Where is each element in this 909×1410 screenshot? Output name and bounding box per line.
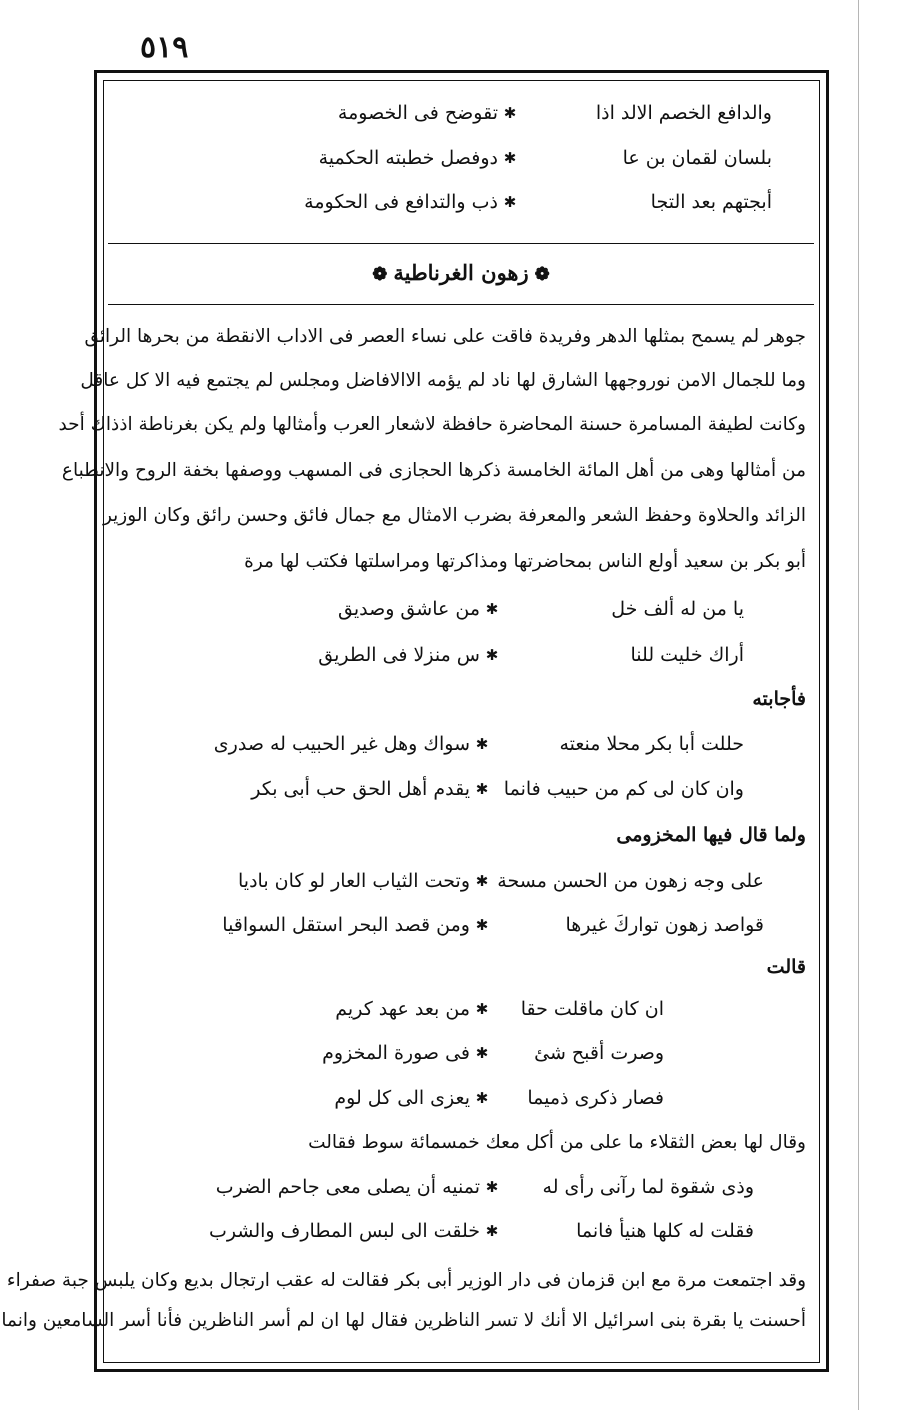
hemistich-left: من عاشق وصديق [337,598,480,620]
hemistich-right: قواصد زهون تواركَ غيرها [565,914,764,936]
verse [213,733,744,755]
verse-separator: ✱ [503,104,517,122]
scan-margin-line [858,0,859,1410]
verse [300,998,664,1020]
verse [300,1042,664,1064]
verse-separator: ✱ [475,1089,489,1107]
verse [230,644,744,666]
hemistich-left: يقدم أهل الحق حب أبى بكر [251,778,470,800]
verse [230,598,744,620]
hemistich-right: أراك خليت للنا [630,644,744,666]
page-number: ٥١٩ [140,30,189,65]
hemistich-right: والدافع الخصم الالد اذا [595,102,772,124]
ornament-icon: ❁ [372,264,388,285]
verse [210,1220,754,1242]
divider [108,243,814,244]
verse-separator: ✱ [475,872,489,890]
verse-separator: ✱ [475,735,489,753]
section-label: قالت [766,956,806,978]
hemistich-left: تقوضح فى الخصومة [337,102,498,124]
prose-line: وقد اجتمعت مرة مع ابن قزمان فى دار الوزير أبى بكر فقالت له عقب ارتجال بديع وكان يلبس جبة صفراء [6,1270,806,1291]
verse-separator: ✱ [503,193,517,211]
hemistich-right: أبجتهم بعد التجا [650,191,772,213]
intro-verse [268,191,772,213]
verse-separator: ✱ [485,1222,499,1240]
hemistich-left: تمنيه أن يصلى معى جاحم الضرب [215,1176,480,1198]
hemistich-right: وصرت أقبح شئ [534,1042,664,1064]
prose-line: الزائد والحلاوة وحفظ الشعر والمعرفة بضرب الامثال مع جمال فائق وحسن رائق وكان الوزير [102,505,806,526]
verse-separator: ✱ [485,1178,499,1196]
verse-separator: ✱ [475,1044,489,1062]
hemistich-right: بلسان لقمان بن عا [622,147,772,169]
verse-separator: ✱ [485,600,499,618]
hemistich-left: ذب والتدافع فى الحكومة [304,191,498,213]
verse [300,1087,664,1109]
verse-separator: ✱ [485,646,499,664]
ornament-icon: ❁ [534,264,550,285]
hemistich-right: حللت أبا بكر محلا منعته [559,733,744,755]
divider [108,304,814,305]
verse-separator: ✱ [475,916,489,934]
hemistich-left: س منزلا فى الطريق [318,644,480,666]
hemistich-left: وتحت الثياب العار لو كان باديا [238,870,470,892]
prose-line: جوهر لم يسمح بمثلها الدهر وفريدة فاقت على نساء العصر فى الاداب الانقطة من بحرها الرائق [84,326,806,347]
section-title [108,260,814,285]
hemistich-left: يعزى الى كل لوم [334,1087,470,1109]
hemistich-left: ومن قصد البحر استقل السواقيا [222,914,470,936]
hemistich-right: فصار ذكرى ذميما [527,1087,664,1109]
section-label: ولما قال فيها المخزومى [616,824,806,846]
verse [180,914,764,936]
verse [210,1176,754,1198]
intro-verse [268,147,772,169]
hemistich-right: ان كان ماقلت حقا [520,998,664,1020]
verse [220,778,744,800]
verse-separator: ✱ [475,1000,489,1018]
prose-line: وكانت لطيفة المسامرة حسنة المحاضرة حافظة لاشعار العرب وأمثالها ولم يكن بغرناطة اذذاك أحد [58,414,806,435]
hemistich-left: دوفصل خطبته الحكمية [318,147,498,169]
prose-line: من أمثالها وهى من أهل المائة الخامسة ذكرها الحجازى فى المسهب ووصفها بخفة الروح والانطباع [61,460,806,481]
intro-verse [268,102,772,124]
prose-line: أبو بكر بن سعيد أولع الناس بمحاضرتها ومذاكرتها ومراسلتها فكتب لها مرة [244,551,806,572]
hemistich-left: سواك وهل غير الحبيب له صدرى [213,733,470,755]
prose-line: أحسنت يا بقرة بنى اسرائيل الا أنك لا تسر الناظرين فقال لها ان لم أسر الناظرين فأنا أسر السامعين وانما [1,1310,806,1331]
hemistich-left: خلقت الى لبس المطارف والشرب [209,1220,480,1242]
hemistich-left: فى صورة المخزوم [322,1042,470,1064]
hemistich-right: يا من له ألف خل [611,598,744,620]
hemistich-right: على وجه زهون من الحسن مسحة [497,870,764,892]
prose-line: وقال لها بعض الثقلاء ما على من أكل معك خمسمائة سوط فقالت [308,1132,806,1153]
verse [180,870,764,892]
hemistich-right: وذى شقوة لما رآنى رأى له [542,1176,754,1198]
page-body [1,88,814,1360]
section-label: فأجابته [752,688,806,710]
verse-separator: ✱ [503,149,517,167]
section-title-text: زهون الغرناطية [393,260,529,285]
hemistich-right: وان كان لى كم من حبيب فانما [503,778,744,800]
verse-separator: ✱ [475,780,489,798]
hemistich-left: من بعد عهد كريم [335,998,470,1020]
hemistich-right: فقلت له كلها هنيأ فانما [576,1220,754,1242]
prose-line: وما للجمال الامن نوروجهها الشارق لها ناد لم يؤمه الاالافاضل ومجلس لم يجتمع فيه الا كل عاقل [80,370,806,391]
